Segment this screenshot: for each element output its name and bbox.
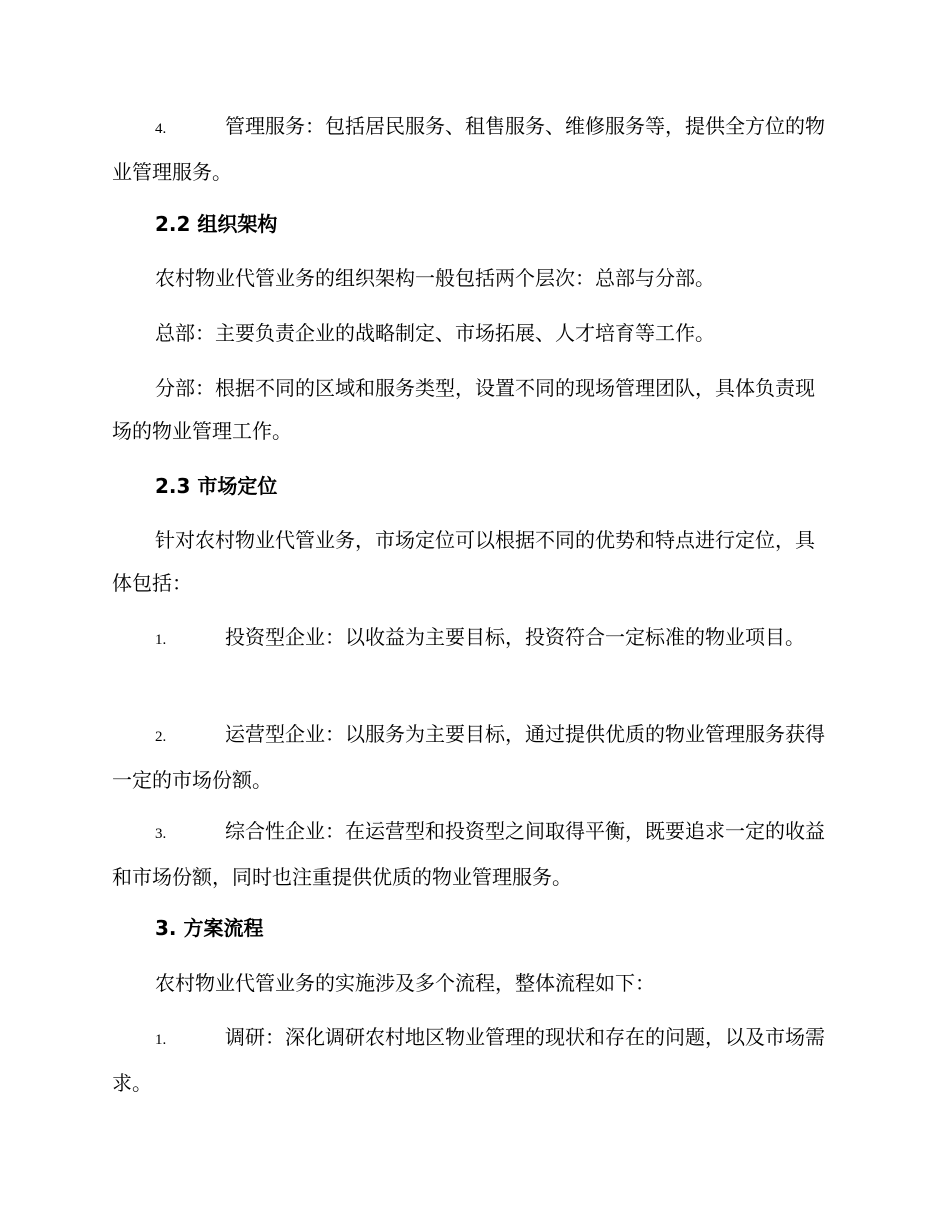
list-item (112, 1016, 834, 1105)
paragraph: 针对农村物业代管业务，市场定位可以根据不同的优势和特点进行定位，具体包括： (112, 528, 815, 595)
section-heading-3: 3. 方案流程 (155, 916, 264, 940)
list-item (112, 616, 834, 662)
paragraph: 总部：主要负责企业的战略制定、市场拓展、人才培育等工作。 (155, 321, 715, 345)
list-text: 投资型企业：以收益为主要目标，投资符合一定标准的物业项目。 (225, 625, 805, 649)
paragraph: 分部：根据不同的区域和服务类型，设置不同的现场管理团队，具体负责现场的物业管理工作。 (112, 376, 815, 443)
list-number: 2. (155, 729, 167, 745)
list-text: 调研：深化调研农村地区物业管理的现状和存在的问题，以及市场需求。 (112, 1025, 825, 1095)
list-text: 运营型企业：以服务为主要目标，通过提供优质的物业管理服务获得一定的市场份额。 (112, 722, 825, 792)
list-text: 综合性企业：在运营型和投资型之间取得平衡，既要追求一定的收益和市场份额，同时也注重提供优质的物业管理服务。 (112, 819, 825, 889)
list-number: 1. (155, 1032, 167, 1048)
list-item (112, 713, 834, 802)
list-number: 4. (155, 121, 167, 137)
paragraph: 农村物业代管业务的实施涉及多个流程，整体流程如下： (155, 971, 655, 995)
list-number: 3. (155, 826, 167, 842)
section-heading-2-2: 2.2 组织架构 (155, 212, 278, 236)
section-heading-2-3: 2.3 市场定位 (155, 474, 278, 498)
list-item (112, 105, 834, 194)
list-text: 管理服务：包括居民服务、租售服务、维修服务等，提供全方位的物业管理服务。 (112, 114, 825, 184)
list-number: 1. (155, 632, 167, 648)
paragraph: 农村物业代管业务的组织架构一般包括两个层次：总部与分部。 (155, 266, 715, 290)
list-item (112, 810, 834, 899)
